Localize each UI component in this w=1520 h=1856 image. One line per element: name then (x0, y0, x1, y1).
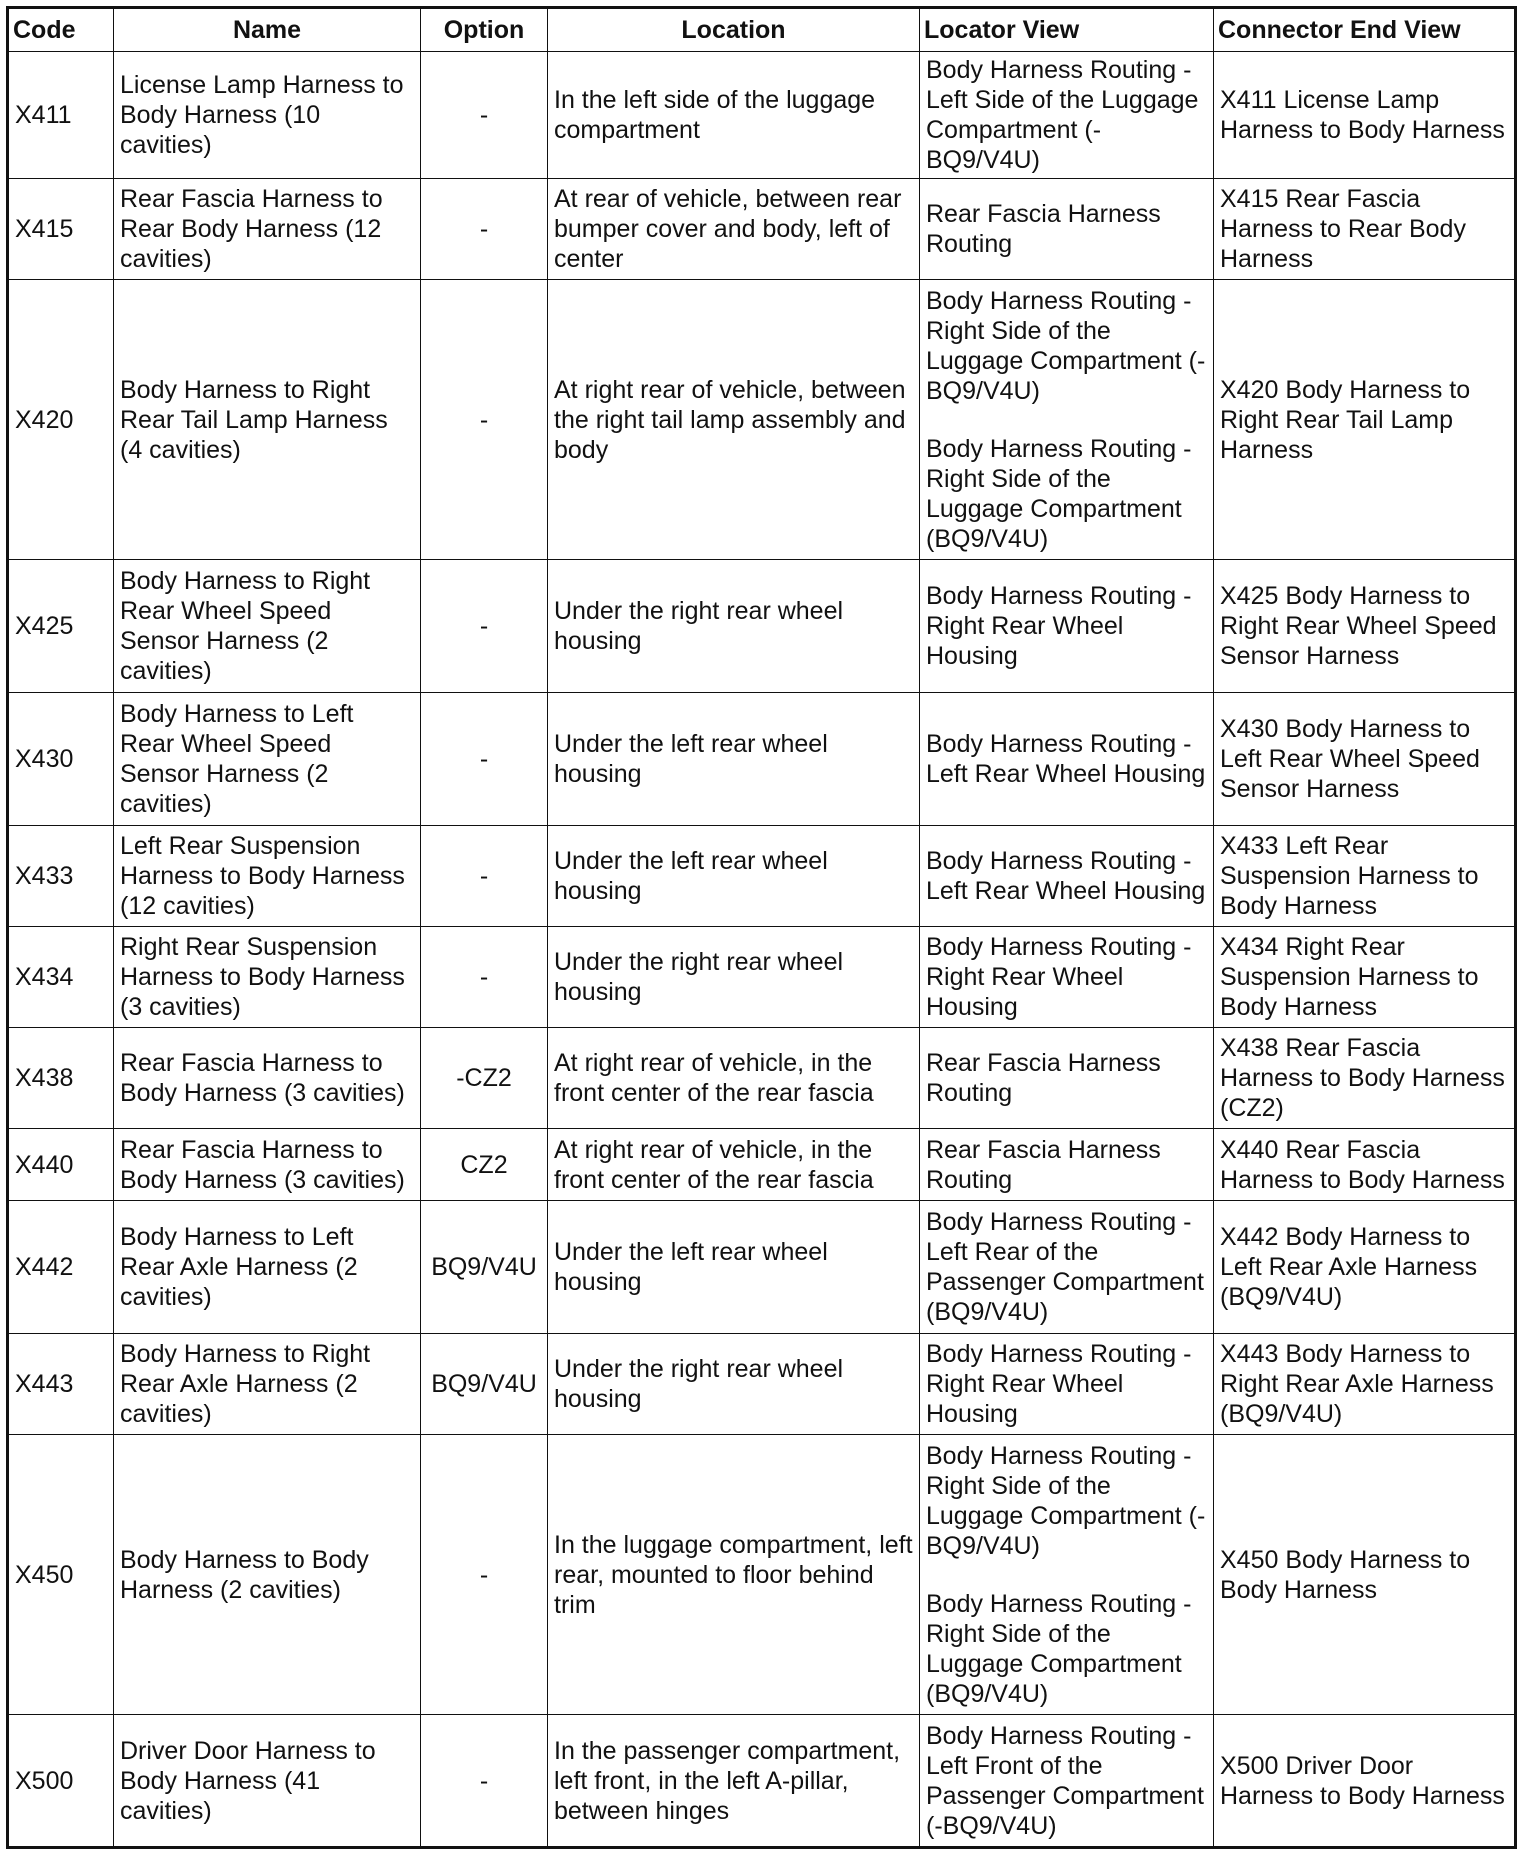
cell-location: At right rear of vehicle, between the right tail lamp assembly and body (548, 280, 920, 560)
cell-locator-view[interactable] (920, 693, 1214, 826)
cell-locator-view[interactable] (920, 560, 1214, 693)
table-row (8, 179, 1516, 280)
cell-connector-end-view[interactable]: X430 Body Harness to Left Rear Wheel Speed Sensor Harness (1214, 693, 1516, 826)
cell-location: Under the left rear wheel housing (548, 1201, 920, 1334)
locator-link[interactable]: Body Harness Routing - Right Rear Wheel Housing (926, 582, 1192, 670)
cell-connector-end-view[interactable]: X434 Right Rear Suspension Harness to Body Harness (1214, 927, 1516, 1028)
header-code: Code (8, 8, 114, 52)
cell-name: Rear Fascia Harness to Body Harness (3 cavities) (114, 1129, 421, 1201)
cell-connector-end-view[interactable]: X450 Body Harness to Body Harness (1214, 1435, 1516, 1715)
table-row (8, 560, 1516, 693)
locator-link[interactable]: Rear Fascia Harness Routing (926, 1049, 1161, 1107)
cell-location: Under the right rear wheel housing (548, 1334, 920, 1435)
table-row (8, 826, 1516, 927)
cell-code: X443 (8, 1334, 114, 1435)
table-row (8, 927, 1516, 1028)
cell-connector-end-view[interactable]: X440 Rear Fascia Harness to Body Harness (1214, 1129, 1516, 1201)
cell-option: - (421, 1435, 548, 1715)
cell-option: CZ2 (421, 1129, 548, 1201)
locator-link[interactable]: Body Harness Routing - Right Side of the Luggage Compartment (BQ9/V4U) (926, 434, 1192, 553)
cell-name: Body Harness to Right Rear Tail Lamp Harness (4 cavities) (114, 280, 421, 560)
cell-name: Left Rear Suspension Harness to Body Harness (12 cavities) (114, 826, 421, 927)
cell-code: X425 (8, 560, 114, 693)
cell-name: Driver Door Harness to Body Harness (41 cavities) (114, 1715, 421, 1848)
cell-option: - (421, 927, 548, 1028)
header-connector-end-view: Connector End View (1214, 8, 1516, 52)
header-row (8, 8, 1516, 52)
spacer (926, 406, 1207, 434)
cell-code: X420 (8, 280, 114, 560)
header-name: Name (114, 8, 421, 52)
cell-code: X500 (8, 1715, 114, 1848)
cell-option: - (421, 560, 548, 693)
cell-location: In the luggage compartment, left rear, mounted to floor behind trim (548, 1435, 920, 1715)
table-row (8, 52, 1516, 179)
cell-name: Body Harness to Body Harness (2 cavities) (114, 1435, 421, 1715)
table-row (8, 1028, 1516, 1129)
cell-code: X434 (8, 927, 114, 1028)
spacer (926, 1561, 1207, 1589)
cell-code: X415 (8, 179, 114, 280)
table-row (8, 1334, 1516, 1435)
cell-location: At right rear of vehicle, in the front center of the rear fascia (548, 1028, 920, 1129)
cell-code: X411 (8, 52, 114, 179)
table-row (8, 1129, 1516, 1201)
cell-code: X430 (8, 693, 114, 826)
locator-link[interactable]: Body Harness Routing - Right Rear Wheel Housing (926, 1340, 1192, 1428)
cell-option: BQ9/V4U (421, 1201, 548, 1334)
cell-locator-view[interactable] (920, 1129, 1214, 1201)
table-row (8, 1715, 1516, 1848)
locator-link[interactable]: Body Harness Routing - Right Rear Wheel Housing (926, 933, 1192, 1021)
cell-option: - (421, 52, 548, 179)
table-row (8, 280, 1516, 560)
locator-link[interactable]: Body Harness Routing - Left Rear Wheel Housing (926, 847, 1206, 905)
cell-option: -CZ2 (421, 1028, 548, 1129)
cell-locator-view[interactable] (920, 826, 1214, 927)
cell-code: X438 (8, 1028, 114, 1129)
cell-connector-end-view[interactable]: X425 Body Harness to Right Rear Wheel Speed Sensor Harness (1214, 560, 1516, 693)
table-row (8, 1201, 1516, 1334)
cell-name: Body Harness to Left Rear Axle Harness (2 cavities) (114, 1201, 421, 1334)
cell-name: Rear Fascia Harness to Body Harness (3 cavities) (114, 1028, 421, 1129)
cell-name: Body Harness to Right Rear Axle Harness (2 cavities) (114, 1334, 421, 1435)
cell-location: Under the left rear wheel housing (548, 693, 920, 826)
cell-connector-end-view[interactable]: X433 Left Rear Suspension Harness to Body Harness (1214, 826, 1516, 927)
locator-link[interactable]: Body Harness Routing - Right Side of the Luggage Compartment (-BQ9/V4U) (926, 286, 1206, 405)
cell-locator-view[interactable] (920, 52, 1214, 179)
cell-connector-end-view[interactable]: X500 Driver Door Harness to Body Harness (1214, 1715, 1516, 1848)
locator-link[interactable]: Body Harness Routing - Left Side of the Luggage Compartment (-BQ9/V4U) (926, 56, 1199, 174)
cell-locator-view[interactable] (920, 179, 1214, 280)
cell-connector-end-view[interactable]: X438 Rear Fascia Harness to Body Harness (CZ2) (1214, 1028, 1516, 1129)
cell-locator-view[interactable] (920, 1715, 1214, 1848)
cell-name: License Lamp Harness to Body Harness (10 cavities) (114, 52, 421, 179)
cell-location: At rear of vehicle, between rear bumper cover and body, left of center (548, 179, 920, 280)
locator-link[interactable]: Body Harness Routing - Right Side of the Luggage Compartment (-BQ9/V4U) (926, 1441, 1206, 1560)
cell-locator-view[interactable] (920, 1201, 1214, 1334)
cell-locator-view[interactable] (920, 1028, 1214, 1129)
locator-link[interactable]: Rear Fascia Harness Routing (926, 1135, 1161, 1194)
cell-option: BQ9/V4U (421, 1334, 548, 1435)
cell-connector-end-view[interactable]: X411 License Lamp Harness to Body Harness (1214, 52, 1516, 179)
table-row (8, 1435, 1516, 1715)
locator-link[interactable]: Body Harness Routing - Left Rear of the Passenger Compartment (BQ9/V4U) (926, 1208, 1204, 1326)
cell-option: - (421, 179, 548, 280)
cell-name: Rear Fascia Harness to Rear Body Harness (12 cavities) (114, 179, 421, 280)
cell-connector-end-view[interactable]: X415 Rear Fascia Harness to Rear Body Harness (1214, 179, 1516, 280)
cell-location: Under the right rear wheel housing (548, 560, 920, 693)
locator-link[interactable]: Body Harness Routing - Right Side of the Luggage Compartment (BQ9/V4U) (926, 1589, 1192, 1708)
cell-option: - (421, 826, 548, 927)
header-locator-view: Locator View (920, 8, 1214, 52)
cell-location: Under the left rear wheel housing (548, 826, 920, 927)
cell-option: - (421, 693, 548, 826)
cell-option: - (421, 280, 548, 560)
cell-locator-view[interactable] (920, 1334, 1214, 1435)
cell-location: In the left side of the luggage compartment (548, 52, 920, 179)
locator-link[interactable]: Body Harness Routing - Left Front of the Passenger Compartment (-BQ9/V4U) (926, 1721, 1204, 1840)
cell-connector-end-view[interactable]: X420 Body Harness to Right Rear Tail Lamp Harness (1214, 280, 1516, 560)
locator-link[interactable]: Body Harness Routing - Left Rear Wheel Housing (926, 730, 1206, 788)
connector-table (6, 6, 1517, 1849)
cell-name: Body Harness to Right Rear Wheel Speed Sensor Harness (2 cavities) (114, 560, 421, 693)
cell-locator-view[interactable] (920, 280, 1214, 560)
cell-connector-end-view[interactable]: X442 Body Harness to Left Rear Axle Harness (BQ9/V4U) (1214, 1201, 1516, 1334)
cell-code: X440 (8, 1129, 114, 1201)
cell-code: X433 (8, 826, 114, 927)
cell-name: Body Harness to Left Rear Wheel Speed Sensor Harness (2 cavities) (114, 693, 421, 826)
cell-connector-end-view[interactable]: X443 Body Harness to Right Rear Axle Harness (BQ9/V4U) (1214, 1334, 1516, 1435)
cell-code: X450 (8, 1435, 114, 1715)
header-location: Location (548, 8, 920, 52)
cell-locator-view[interactable] (920, 927, 1214, 1028)
cell-location: At right rear of vehicle, in the front center of the rear fascia (548, 1129, 920, 1201)
cell-option: - (421, 1715, 548, 1848)
cell-location: In the passenger compartment, left front, in the left A-pillar, between hinges (548, 1715, 920, 1848)
cell-locator-view[interactable] (920, 1435, 1214, 1715)
locator-link[interactable]: Rear Fascia Harness Routing (926, 200, 1161, 258)
cell-location: Under the right rear wheel housing (548, 927, 920, 1028)
cell-code: X442 (8, 1201, 114, 1334)
header-option: Option (421, 8, 548, 52)
table-row (8, 693, 1516, 826)
cell-name: Right Rear Suspension Harness to Body Harness (3 cavities) (114, 927, 421, 1028)
